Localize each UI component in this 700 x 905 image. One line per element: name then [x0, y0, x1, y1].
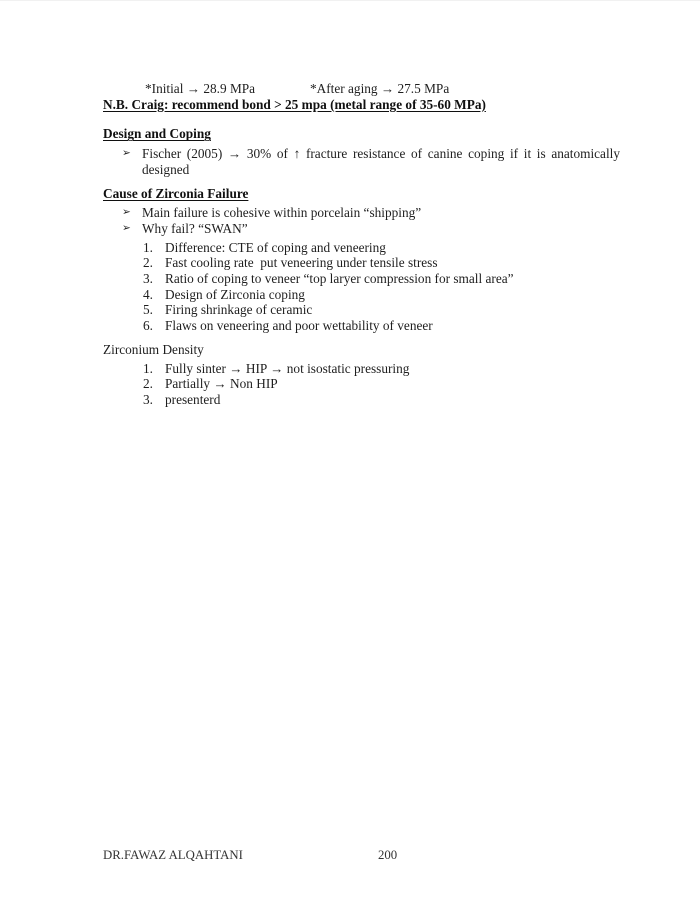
section-heading-design-and-coping: Design and Coping — [103, 126, 211, 142]
fischer-finding-line-2: designed — [142, 161, 190, 177]
list-number: 1. — [143, 360, 153, 376]
list-item — [103, 376, 620, 392]
nb-craig-note: N.B. Craig: recommend bond > 25 mpa (metal range of 35-60 MPa) — [103, 96, 486, 112]
list-item — [103, 146, 620, 177]
density-item-2: Partially → Non HIP — [165, 376, 278, 392]
failure-numbered-list — [103, 240, 620, 334]
list-number: 4. — [143, 286, 153, 302]
density-item-1: Fully sinter → HIP → not isostatic pressuring — [165, 360, 410, 376]
failure-reason-3: Ratio of coping to veneer “top laryer compression for small area” — [165, 271, 514, 287]
failure-reason-6: Flaws on veneering and poor wettability of veneer — [165, 318, 433, 334]
list-item — [103, 361, 620, 377]
list-number: 6. — [143, 318, 153, 334]
failure-reason-4: Design of Zirconia coping — [165, 286, 305, 302]
footer-page-number: 200 — [378, 848, 398, 862]
design-bullet-list — [103, 146, 620, 177]
list-number: 5. — [143, 302, 153, 318]
list-item — [103, 205, 620, 221]
failure-reason-2: Fast cooling rate put veneering under tensile stress — [165, 255, 438, 271]
section-design-and-coping — [103, 126, 620, 142]
list-item — [103, 318, 620, 334]
list-item — [103, 221, 620, 237]
fischer-finding-line-1: Fischer (2005) → 30% of ↑ fracture resistance of canine coping if it is anatomically — [142, 146, 620, 162]
section-cause-of-zirconia-failure — [103, 186, 620, 202]
list-item — [103, 287, 620, 303]
list-number: 1. — [143, 239, 153, 255]
list-item — [103, 271, 620, 287]
list-number: 3. — [143, 271, 153, 287]
list-item — [103, 392, 620, 408]
why-fail-text: Why fail? “SWAN” — [142, 220, 248, 236]
arrowhead-bullet-icon: ➢ — [122, 221, 131, 234]
list-number: 3. — [143, 391, 153, 407]
arrowhead-bullet-icon: ➢ — [122, 147, 131, 160]
density-numbered-list — [103, 361, 620, 408]
list-number: 2. — [143, 255, 153, 271]
after-aging-bond-value: *After aging → 27.5 MPa — [310, 81, 450, 96]
section-zirconium-density — [103, 342, 620, 358]
arrowhead-bullet-icon: ➢ — [122, 206, 131, 219]
list-item — [103, 302, 620, 318]
section-heading-zirconium-density: Zirconium Density — [103, 341, 204, 357]
document-content — [103, 81, 620, 408]
failure-reason-1: Difference: CTE of coping and veneering — [165, 239, 386, 255]
fischer-finding-text — [142, 146, 620, 177]
bond-strength-line — [103, 81, 620, 97]
list-number: 2. — [143, 376, 153, 392]
initial-bond-value: *Initial → 28.9 MPa — [145, 81, 256, 96]
list-item — [103, 240, 620, 256]
main-failure-text: Main failure is cohesive within porcelain “shipping” — [142, 205, 422, 221]
footer-author-name: DR.FAWAZ ALQAHTANI — [103, 848, 243, 862]
failure-bullet-list — [103, 205, 620, 236]
section-heading-cause-of-zirconia-failure: Cause of Zirconia Failure — [103, 185, 249, 201]
density-item-3: presenterd — [165, 391, 221, 407]
failure-reason-5: Firing shrinkage of ceramic — [165, 302, 313, 318]
list-item — [103, 255, 620, 271]
